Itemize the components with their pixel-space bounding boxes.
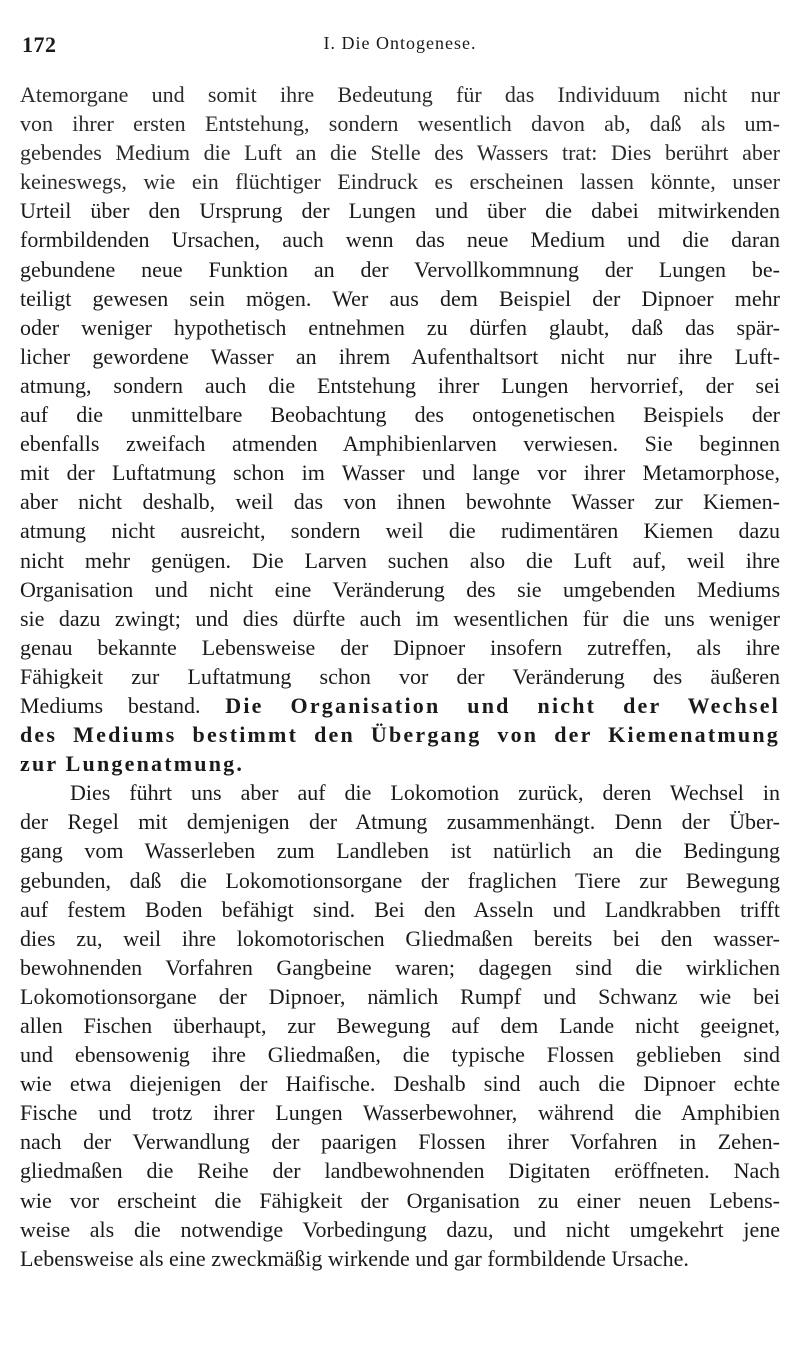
text-line: Fähigkeit zur Luftatmung schon vor der Veränderung des äußeren: [20, 663, 780, 689]
text-line-mixed: [20, 691, 780, 720]
text-line: auf festem Boden befähigt sind. Bei den Asseln und Landkrabben trifft: [20, 896, 780, 922]
text-line: Urteil über den Ursprung der Lungen und über die dabei mitwirkenden: [20, 198, 780, 224]
text-line: von ihrer ersten Entstehung, sondern wesentlich davon ab, daß als um-: [20, 111, 780, 137]
text-line: wie etwa diejenigen der Haifische. Deshalb sind auch die Dipnoer echte: [20, 1071, 780, 1097]
text-line: weise als die notwendige Vorbedingung dazu, und nicht umgekehrt jene: [20, 1216, 780, 1242]
text-line: allen Fischen überhaupt, zur Bewegung auf dem Lande nicht geeignet,: [20, 1013, 780, 1038]
text-line: der Regel mit demjenigen der Atmung zusammenhängt. Denn der Über-: [20, 809, 780, 835]
text-line: formbildenden Ursachen, auch wenn das neue Medium und die daran: [20, 227, 780, 253]
text-line: atmung nicht ausreicht, sondern weil die rudimentären Kiemen dazu: [20, 518, 780, 544]
text-line: teiligt gewesen sein mögen. Wer aus dem Beispiel der Dipnoer mehr: [20, 285, 780, 311]
text-line: ebenfalls zweifach atmenden Amphibienlarven verwiesen. Sie beginnen: [20, 431, 780, 457]
text-line: mit der Luftatmung schon im Wasser und lange vor ihrer Metamorphose,: [20, 460, 780, 486]
text-line: gebundene neue Funktion an der Vervollkommnung der Lungen be-: [20, 256, 780, 282]
text-line: sie dazu zwingt; und dies dürfte auch im wesentlichen für die uns weniger: [20, 605, 780, 631]
text-line: dies zu, weil ihre lokomotorischen Gliedmaßen bereits bei den wasser-: [20, 925, 780, 951]
text-line: Organisation und nicht eine Veränderung des sie umgebenden Mediums: [20, 576, 780, 602]
emphasis-line: zur Lungenatmung.: [20, 751, 245, 777]
text-line: aber nicht deshalb, weil das von ihnen bewohnte Wasser zur Kiemen-: [20, 489, 780, 515]
page-number: 172: [22, 32, 57, 57]
text-line: atmung, sondern auch die Entstehung ihrer Lungen hervorrief, der sei: [20, 372, 780, 398]
text-line: und ebensowenig ihre Gliedmaßen, die typische Flossen geblieben sind: [20, 1042, 780, 1068]
text-line: gebunden, daß die Lokomotionsorgane der fraglichen Tiere zur Bewegung: [20, 867, 780, 893]
text-line: licher gewordene Wasser an ihrem Aufenthaltsort nicht nur ihre Luft-: [20, 343, 780, 369]
text-line: gebendes Medium die Luft an die Stelle des Wassers trat: Dies berührt aber: [20, 140, 780, 166]
text-line: wie vor erscheint die Fähigkeit der Organisation zu einer neuen Lebens-: [20, 1187, 780, 1213]
text-line: auf die unmittelbare Beobachtung des ontogenetischen Beispiels der: [20, 402, 780, 428]
paragraph-first-line: Dies führt uns aber auf die Lokomotion zurück, deren Wechsel in: [70, 780, 780, 806]
emphasis-line: des Mediums bestimmt den Übergang von der Kiemenatmung: [20, 722, 780, 748]
page-header: [20, 30, 780, 60]
text-line: nach der Verwandlung der paarigen Flossen ihrer Vorfahren in Zehen-: [20, 1129, 780, 1155]
emphasis-text: Die Organisation und nicht der Wechsel: [225, 692, 780, 718]
text-line: nicht mehr genügen. Die Larven suchen also die Luft auf, weil ihre: [20, 547, 780, 573]
text-fragment: Mediums bestand.: [20, 692, 201, 718]
text-line: Fische und trotz ihrer Lungen Wasserbewohner, während die Amphibien: [20, 1100, 780, 1126]
text-line: gliedmaßen die Reihe der landbewohnenden Digitaten eröffneten. Nach: [20, 1158, 780, 1184]
text-line: gang vom Wasserleben zum Landleben ist natürlich an die Bedingung: [20, 838, 780, 864]
text-line: Lebensweise als eine zweckmäßig wirkende und gar formbildende Ursache.: [20, 1245, 689, 1271]
body-text: [20, 80, 780, 1273]
text-line: Atemorgane und somit ihre Bedeutung für das Individuum nicht nur: [20, 82, 780, 107]
text-line: keineswegs, wie ein flüchtiger Eindruck es erscheinen lassen könnte, unser: [20, 169, 780, 195]
text-line: oder weniger hypothetisch entnehmen zu dürfen glaubt, daß das spär-: [20, 314, 780, 340]
text-line: bewohnenden Vorfahren Gangbeine waren; dagegen sind die wirklichen: [20, 954, 780, 980]
running-head: I. Die Ontogenese.: [323, 33, 477, 53]
text-line: genau bekannte Lebensweise der Dipnoer insofern zutreffen, als ihre: [20, 634, 780, 660]
text-line: Lokomotionsorgane der Dipnoer, nämlich Rumpf und Schwanz wie bei: [20, 983, 780, 1009]
